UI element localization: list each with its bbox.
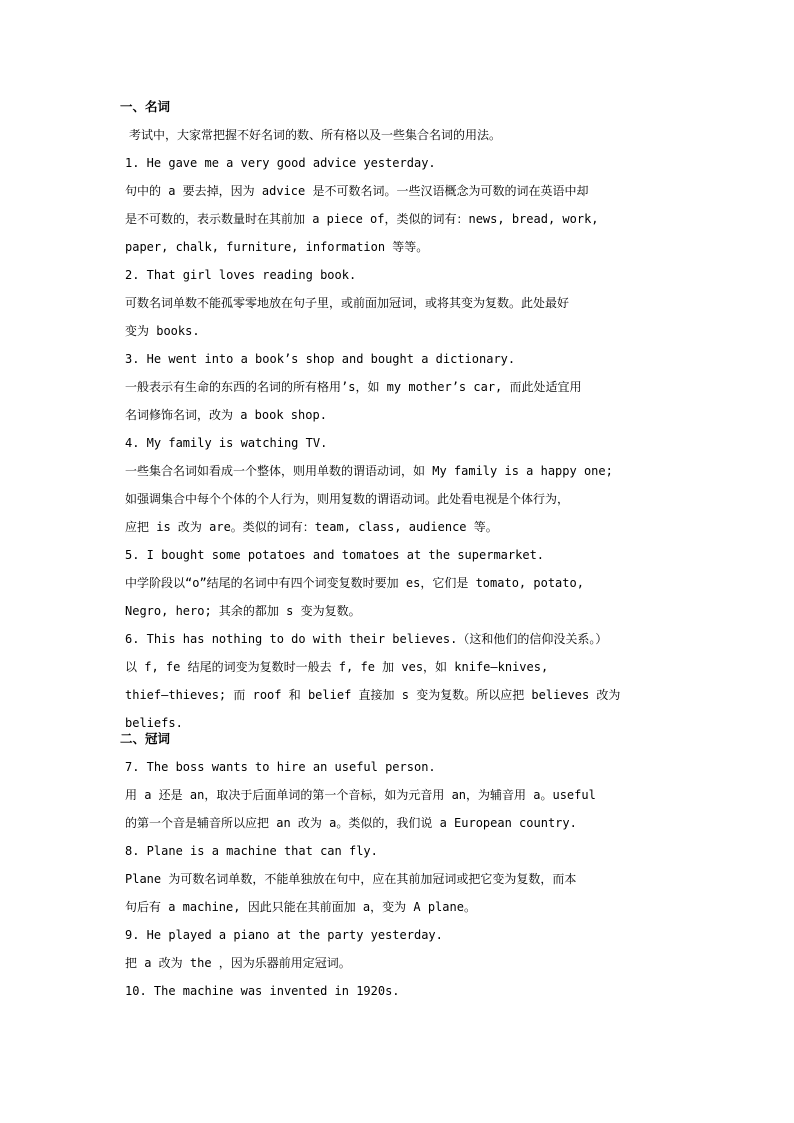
- explanation-line: 名词修饰名词，改为 a book shop.: [125, 408, 327, 422]
- explanation-line: 把 a 改为 the ，因为乐器前用定冠词。: [125, 956, 351, 970]
- explanation-line: 用 a 还是 an，取决于后面单词的第一个音标，如为元音用 an，为辅音用 a。useful: [125, 788, 596, 802]
- question-1: 1. He gave me a very good advice yesterday.: [125, 156, 436, 170]
- explanation-line: 以 f, fe 结尾的词变为复数时一般去 f, fe 加 ves，如 knife—knives,: [125, 660, 549, 674]
- question-2: 2. That girl loves reading book.: [125, 268, 357, 282]
- explanation-line: 一般表示有生命的东西的名词的所有格用’s，如 my mother’s car, 而此处适宜用: [125, 380, 582, 394]
- explanation-line: Negro, hero; 其余的都加 s 变为复数。: [125, 604, 361, 618]
- question-9: 9. He played a piano at the party yesterday.: [125, 928, 443, 942]
- question-4: 4. My family is watching TV.: [125, 436, 328, 450]
- section-intro: 考试中，大家常把握不好名词的数、所有格以及一些集合名词的用法。: [129, 128, 502, 142]
- explanation-line: beliefs.: [125, 716, 183, 730]
- explanation-line: 中学阶段以“o”结尾的名词中有四个词变复数时要加 es，它们是 tomato, potato,: [125, 576, 584, 590]
- question-7: 7. The boss wants to hire an useful person.: [125, 760, 436, 774]
- explanation-line: Plane 为可数名词单数，不能单独放在句中，应在其前加冠词或把它变为复数，而本: [125, 872, 577, 886]
- question-10: 10. The machine was invented in 1920s.: [125, 984, 400, 998]
- explanation-line: 是不可数的，表示数量时在其前加 a piece of，类似的词有：news, bread, work,: [125, 212, 599, 226]
- explanation-line: 可数名词单数不能孤零零地放在句子里，或前面加冠词，或将其变为复数。此处最好: [125, 296, 570, 310]
- question-3: 3. He went into a book’s shop and bought a dictionary.: [125, 352, 516, 366]
- explanation-line: 应把 is 改为 are。类似的词有：team, class, audience 等。: [125, 520, 498, 534]
- explanation-line: paper, chalk, furniture, information 等等。: [125, 240, 429, 254]
- section-heading-nouns: 一、名词: [120, 99, 171, 114]
- question-5: 5. I bought some potatoes and tomatoes at the supermarket.: [125, 548, 545, 562]
- explanation-line: thief—thieves; 而 roof 和 belief 直接加 s 变为复数。所以应把 believes 改为: [125, 688, 621, 702]
- explanation-line: 变为 books.: [125, 324, 200, 338]
- explanation-line: 如强调集合中每个个体的个人行为，则用复数的谓语动词。此处看电视是个体行为，: [125, 492, 570, 506]
- section-heading-articles: 二、冠词: [120, 731, 171, 746]
- question-8: 8. Plane is a machine that can fly.: [125, 844, 378, 858]
- explanation-line: 一些集合名词如看成一个整体，则用单数的谓语动词，如 My family is a happy one;: [125, 464, 613, 478]
- explanation-line: 句中的 a 要去掉，因为 advice 是不可数名词。一些汉语概念为可数的词在英语中却: [125, 184, 589, 198]
- question-6: 6. This has nothing to do with their believes.（这和他们的信仰没关系。）: [125, 632, 608, 646]
- explanation-line: 的第一个音是辅音所以应把 an 改为 a。类似的，我们说 a European country.: [125, 816, 577, 830]
- document-page: [120, 93, 675, 1005]
- explanation-line: 句后有 a machine, 因此只能在其前面加 a，变为 A plane。: [125, 900, 476, 914]
